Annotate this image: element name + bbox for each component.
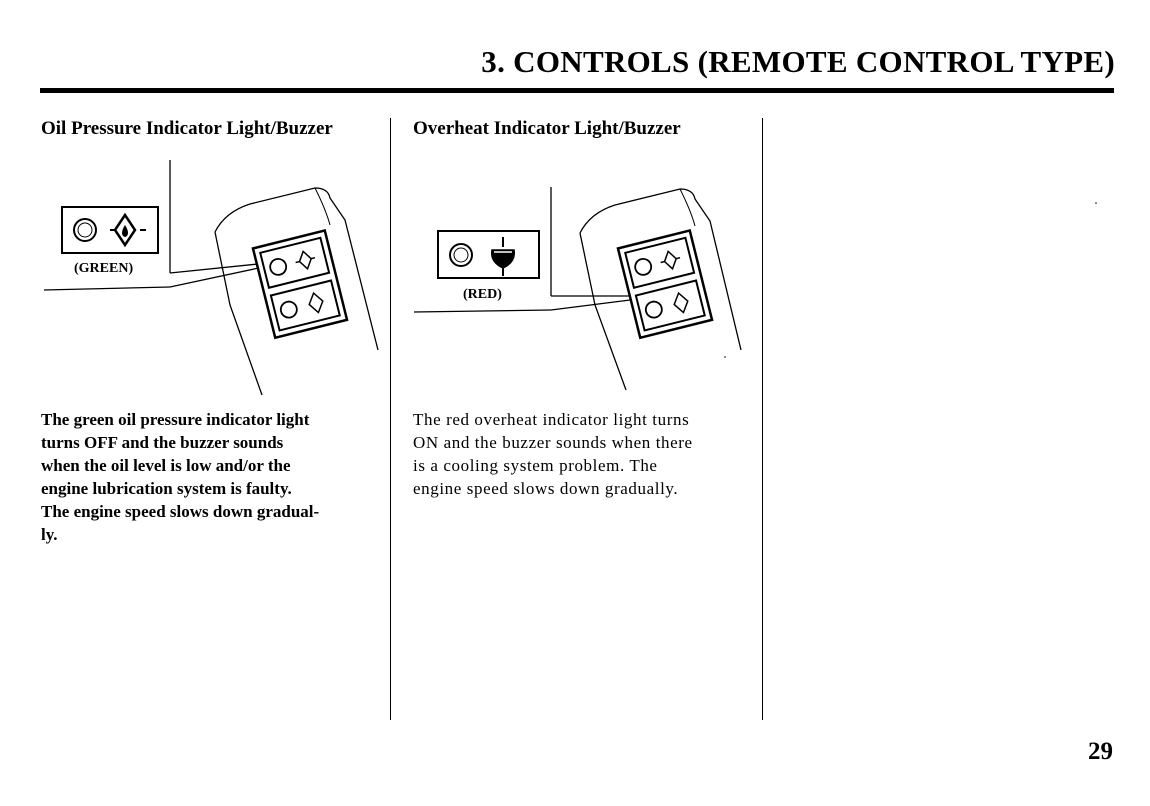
overheat-heading: Overheat Indicator Light/Buzzer <box>413 118 681 139</box>
overheat-description <box>413 408 758 500</box>
text-line: turns OFF and the buzzer sounds <box>41 433 284 452</box>
text-line: is a cooling system problem. The <box>413 456 658 475</box>
text-line: ly. <box>41 525 58 544</box>
text-line: engine speed slows down gradually. <box>413 479 679 498</box>
text-line: when the oil level is low and/or the <box>41 456 291 475</box>
text-line: The green oil pressure indicator light <box>41 410 310 429</box>
green-label: (GREEN) <box>74 261 134 276</box>
lamp-circle-icon <box>450 244 472 266</box>
oil-pressure-heading: Oil Pressure Indicator Light/Buzzer <box>41 118 333 139</box>
text-line: The red overheat indicator light turns <box>413 410 690 429</box>
text-line: The engine speed slows down gradual- <box>41 502 320 521</box>
remote-control-unit <box>580 189 741 390</box>
text-line: engine lubrication system is faulty. <box>41 479 292 498</box>
page-title: 3. CONTROLS (REMOTE CONTROL TYPE) <box>481 44 1115 79</box>
page-number: 29 <box>1088 738 1113 765</box>
text-line: ON and the buzzer sounds when there <box>413 433 693 452</box>
red-label: (RED) <box>463 287 502 302</box>
